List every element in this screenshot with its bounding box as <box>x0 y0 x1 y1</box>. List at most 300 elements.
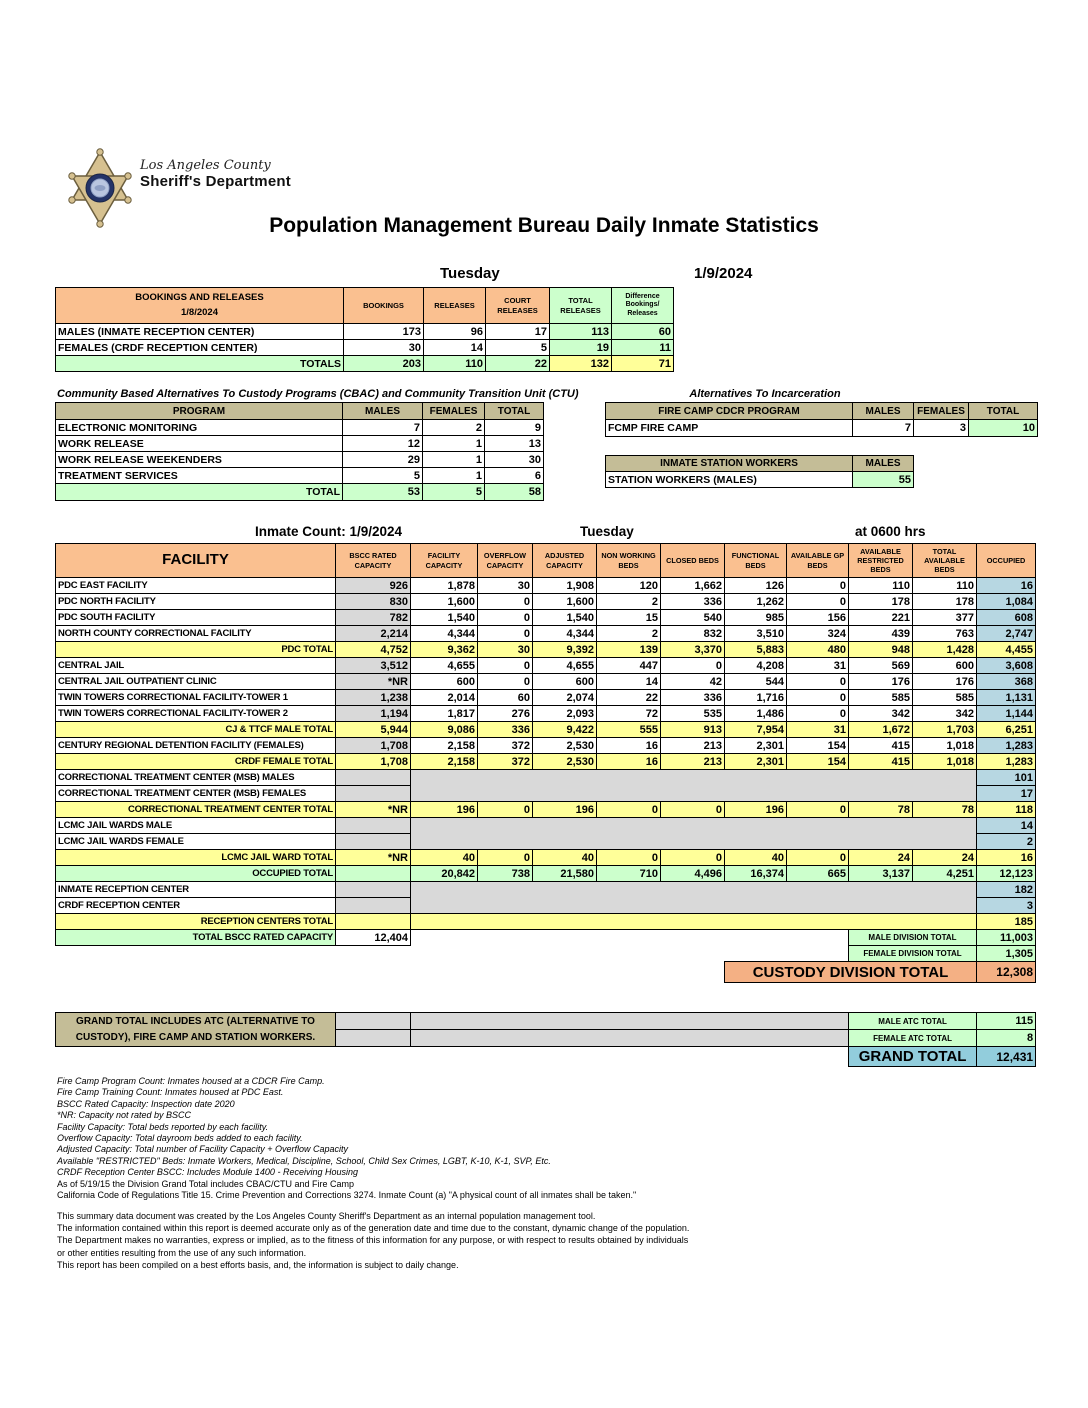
column-header: TOTAL RELEASES <box>550 288 612 324</box>
column-header: MALES <box>853 403 914 420</box>
facility-value: 154 <box>787 738 849 754</box>
occupied-total-value: 21,580 <box>533 866 597 882</box>
facility-value: 415 <box>849 738 913 754</box>
facility-total-value: 3,370 <box>661 642 725 658</box>
column-header: MALES <box>853 456 914 472</box>
cbac-value: 5 <box>343 468 423 484</box>
facility-value: 585 <box>849 690 913 706</box>
facility-value: 608 <box>977 610 1036 626</box>
bookings-total-value: 203 <box>344 356 424 372</box>
facility-total-value: 40 <box>533 850 597 866</box>
custody-division-total-value: 12,308 <box>977 962 1036 983</box>
facility-row <box>56 578 1036 594</box>
facility-total-label: LCMC JAIL WARD TOTAL <box>56 850 336 866</box>
bookings-value: 14 <box>424 340 486 356</box>
female-division-total-label: FEMALE DIVISION TOTAL <box>849 946 977 962</box>
cbac-header-row <box>56 403 544 420</box>
inmate-count-time: at 0600 hrs <box>855 524 926 539</box>
facility-value: 3,512 <box>336 658 411 674</box>
facility-value: 0 <box>787 594 849 610</box>
occupied-total-value: 12,123 <box>977 866 1036 882</box>
facility-value: 0 <box>478 610 533 626</box>
facility-total-value: 1,703 <box>913 722 977 738</box>
facility-total-value: 31 <box>787 722 849 738</box>
occupied-total-row <box>56 866 1036 882</box>
column-header: FACILITY <box>56 544 336 578</box>
facility-total-value: *NR <box>336 802 411 818</box>
facility-value: 342 <box>849 706 913 722</box>
facility-row <box>56 594 1036 610</box>
grand-total-row <box>56 1047 1036 1067</box>
facility-total-value: 40 <box>725 850 787 866</box>
column-header: AVAILABLE GP BEDS <box>787 544 849 578</box>
facility-value: 2,093 <box>533 706 597 722</box>
column-header: AVAILABLE RESTRICTED BEDS <box>849 544 913 578</box>
column-header: NON WORKING BEDS <box>597 544 661 578</box>
custody-division-total-label: CUSTODY DIVISION TOTAL <box>725 962 977 983</box>
station-header-row <box>606 456 914 472</box>
facility-total-value: 4,455 <box>977 642 1036 658</box>
disclaimer <box>57 1210 689 1271</box>
bookings-releases-table <box>55 287 674 372</box>
facility-value: 1,486 <box>725 706 787 722</box>
facility-value: 1,600 <box>533 594 597 610</box>
facility-total-value: 1,708 <box>336 754 411 770</box>
bookings-value: 173 <box>344 324 424 340</box>
fire-header-row <box>606 403 1038 420</box>
column-header: OCCUPIED <box>977 544 1036 578</box>
cbac-total-row <box>56 484 544 501</box>
cbac-row <box>56 452 544 468</box>
bookings-totals-row <box>56 356 674 372</box>
facility-total-value: 78 <box>849 802 913 818</box>
facility-value: 1,194 <box>336 706 411 722</box>
facility-occupied-value: 3 <box>977 898 1036 914</box>
station-workers-header: INMATE STATION WORKERS <box>606 456 853 472</box>
footnote-line: *NR: Capacity not rated by BSCC <box>57 1110 192 1121</box>
facility-total-value: 24 <box>913 850 977 866</box>
facility-value: 1,018 <box>913 738 977 754</box>
facility-value: 0 <box>478 594 533 610</box>
facility-total-value: 7,954 <box>725 722 787 738</box>
female-atc-total-label: FEMALE ATC TOTAL <box>849 1030 977 1047</box>
facility-label: TWIN TOWERS CORRECTIONAL FACILITY-TOWER 2 <box>56 706 336 722</box>
spacer-cell <box>56 1047 849 1067</box>
facility-total-value: 40 <box>411 850 478 866</box>
column-header: TOTAL AVAILABLE BEDS <box>913 544 977 578</box>
facility-total-value: 913 <box>661 722 725 738</box>
facility-total-row <box>56 850 1036 866</box>
occupied-total-value <box>336 866 411 882</box>
bscc-empty-cell <box>336 898 411 914</box>
bookings-header-row <box>56 288 674 324</box>
facility-value: 324 <box>787 626 849 642</box>
facility-total-value: 30 <box>478 642 533 658</box>
total-bscc-row <box>56 930 1036 946</box>
male-division-total-label: MALE DIVISION TOTAL <box>849 930 977 946</box>
facility-total-value: 0 <box>478 802 533 818</box>
cbac-total-value: 5 <box>423 484 485 501</box>
cbac-total-value: 58 <box>485 484 544 501</box>
fire-value: 10 <box>969 420 1038 437</box>
cbac-row <box>56 468 544 484</box>
spacer-cell <box>56 962 725 983</box>
cbac-value: 12 <box>343 436 423 452</box>
bookings-total-value: 71 <box>612 356 674 372</box>
facility-value: 1,540 <box>411 610 478 626</box>
facility-value: 4,344 <box>411 626 478 642</box>
occupied-total-value: 20,842 <box>411 866 478 882</box>
facility-total-label: PDC TOTAL <box>56 642 336 658</box>
fire-row <box>606 420 1038 437</box>
merged-empty-cell <box>411 818 977 850</box>
occupied-total-value: 3,137 <box>849 866 913 882</box>
facility-total-value: *NR <box>336 850 411 866</box>
facility-total-value: 1,428 <box>913 642 977 658</box>
cbac-total-label: TOTAL <box>56 484 343 501</box>
column-header: RELEASES <box>424 288 486 324</box>
facility-label: CENTRAL JAIL OUTPATIENT CLINIC <box>56 674 336 690</box>
spacer-cell <box>56 946 849 962</box>
facility-statistics-table <box>55 543 1036 983</box>
facility-value: 30 <box>478 578 533 594</box>
facility-total-value: 16 <box>977 850 1036 866</box>
facility-value: 1,262 <box>725 594 787 610</box>
agency-name-label: Sheriff's Department <box>140 173 291 190</box>
bookings-value: 5 <box>486 340 550 356</box>
bookings-row <box>56 340 674 356</box>
female-atc-total-value: 8 <box>977 1030 1036 1047</box>
facility-total-row <box>56 754 1036 770</box>
facility-value: 16 <box>597 738 661 754</box>
bookings-value: 17 <box>486 324 550 340</box>
merged-empty-cell <box>411 882 977 914</box>
facility-value: 4,655 <box>533 658 597 674</box>
facility-label: CENTRAL JAIL <box>56 658 336 674</box>
column-header: FUNCTIONAL BEDS <box>725 544 787 578</box>
grand-total-label: GRAND TOTAL <box>849 1047 977 1067</box>
facility-value: 377 <box>913 610 977 626</box>
spacer-gray-cell <box>336 1030 411 1047</box>
facility-value: 178 <box>913 594 977 610</box>
facility-row <box>56 658 1036 674</box>
facility-value: 176 <box>913 674 977 690</box>
cbac-value: 30 <box>485 452 544 468</box>
facility-span-row <box>56 770 1036 786</box>
ati-section-title: Alternatives To Incarceration <box>689 388 841 400</box>
facility-value: 4,344 <box>533 626 597 642</box>
inmate-count-day: Tuesday <box>580 524 634 539</box>
facility-total-value: 154 <box>787 754 849 770</box>
facility-value: 832 <box>661 626 725 642</box>
facility-value: 2 <box>597 594 661 610</box>
facility-occupied-value: 2 <box>977 834 1036 850</box>
facility-total-value: 480 <box>787 642 849 658</box>
bookings-value: 113 <box>550 324 612 340</box>
bscc-empty-cell <box>336 770 411 786</box>
reception-total-row <box>56 914 1036 930</box>
facility-total-value: 16 <box>597 754 661 770</box>
fire-camp-header: FIRE CAMP CDCR PROGRAM <box>606 403 853 420</box>
facility-occupied-value: 182 <box>977 882 1036 898</box>
disclaimer-line: This summary data document was created by the Los Angeles County Sheriff's Department as an internal population management tool. <box>57 1211 596 1221</box>
facility-value: 1,708 <box>336 738 411 754</box>
facility-value: 4,655 <box>411 658 478 674</box>
facility-value: 4,208 <box>725 658 787 674</box>
facility-total-value: 9,362 <box>411 642 478 658</box>
grand-total-value: 12,431 <box>977 1047 1036 1067</box>
facility-value: 42 <box>661 674 725 690</box>
facility-occupied-value: 17 <box>977 786 1036 802</box>
facility-total-value: 9,392 <box>533 642 597 658</box>
facility-value: 336 <box>661 690 725 706</box>
facility-value: 178 <box>849 594 913 610</box>
facility-row <box>56 626 1036 642</box>
column-header: FEMALES <box>914 403 969 420</box>
total-bscc-label: TOTAL BSCC RATED CAPACITY <box>56 930 336 946</box>
atc-male-row <box>56 1013 1036 1030</box>
cbac-value: 13 <box>485 436 544 452</box>
facility-value: 1,817 <box>411 706 478 722</box>
facility-span-row <box>56 882 1036 898</box>
facility-total-value: 118 <box>977 802 1036 818</box>
facility-total-label: CJ & TTCF MALE TOTAL <box>56 722 336 738</box>
bscc-empty-cell <box>336 914 411 930</box>
column-header: TOTAL <box>969 403 1038 420</box>
facility-total-value: 6,251 <box>977 722 1036 738</box>
facility-value: 0 <box>478 674 533 690</box>
occupied-total-value: 16,374 <box>725 866 787 882</box>
bscc-empty-cell <box>336 818 411 834</box>
cbac-value: 9 <box>485 420 544 436</box>
facility-value: 156 <box>787 610 849 626</box>
facility-value: 1,238 <box>336 690 411 706</box>
facility-value: 1,662 <box>661 578 725 594</box>
occupied-total-value: 710 <box>597 866 661 882</box>
column-header: OVERFLOW CAPACITY <box>478 544 533 578</box>
cbac-row <box>56 436 544 452</box>
facility-header-row <box>56 544 1036 578</box>
column-header: Difference Bookings/ Releases <box>612 288 674 324</box>
facility-value: 763 <box>913 626 977 642</box>
column-header: BSCC RATED CAPACITY <box>336 544 411 578</box>
facility-label: LCMC JAIL WARDS FEMALE <box>56 834 336 850</box>
facility-value: 1,908 <box>533 578 597 594</box>
atc-grand-total-table <box>55 1012 1036 1067</box>
footnote-line: Adjusted Capacity: Total number of Facility Capacity + Overflow Capacity <box>57 1144 349 1155</box>
facility-value: 782 <box>336 610 411 626</box>
bookings-row-label: MALES (INMATE RECEPTION CENTER) <box>56 324 344 340</box>
facility-total-value: 0 <box>478 850 533 866</box>
facility-value: 0 <box>478 658 533 674</box>
facility-value: 2 <box>597 626 661 642</box>
cbac-value: 1 <box>423 452 485 468</box>
footnote-line: Fire Camp Training Count: Inmates housed at PDC East. <box>57 1087 284 1098</box>
bookings-total-value: 110 <box>424 356 486 372</box>
facility-total-value: 9,422 <box>533 722 597 738</box>
facility-value: 985 <box>725 610 787 626</box>
facility-value: 540 <box>661 610 725 626</box>
facility-total-row <box>56 802 1036 818</box>
facility-total-value: 5,883 <box>725 642 787 658</box>
facility-value: 31 <box>787 658 849 674</box>
atc-note: GRAND TOTAL INCLUDES ATC (ALTERNATIVE TO CUSTODY), FIRE CAMP AND STATION WORKERS. <box>56 1013 336 1047</box>
facility-value: 600 <box>913 658 977 674</box>
facility-total-value: 24 <box>849 850 913 866</box>
facility-value: 22 <box>597 690 661 706</box>
facility-row <box>56 690 1036 706</box>
bookings-row <box>56 324 674 340</box>
bookings-value: 60 <box>612 324 674 340</box>
facility-value: 2,014 <box>411 690 478 706</box>
facility-label: PDC NORTH FACILITY <box>56 594 336 610</box>
facility-label: INMATE RECEPTION CENTER <box>56 882 336 898</box>
facility-value: 600 <box>411 674 478 690</box>
cbac-value: 7 <box>343 420 423 436</box>
facility-value: 15 <box>597 610 661 626</box>
facility-value: 60 <box>478 690 533 706</box>
column-header: MALES <box>343 403 423 420</box>
facility-value: 830 <box>336 594 411 610</box>
cbac-row <box>56 420 544 436</box>
facility-total-value: 0 <box>787 850 849 866</box>
bookings-row-label: FEMALES (CRDF RECEPTION CENTER) <box>56 340 344 356</box>
bscc-empty-cell <box>336 882 411 898</box>
cbac-value: 6 <box>485 468 544 484</box>
facility-total-value: 5,944 <box>336 722 411 738</box>
report-date: 1/9/2024 <box>694 265 753 282</box>
facility-value: 0 <box>787 706 849 722</box>
facility-total-label: CORRECTIONAL TREATMENT CENTER TOTAL <box>56 802 336 818</box>
facility-value: 110 <box>849 578 913 594</box>
footnote-line: Available "RESTRICTED" Beds: Inmate Workers, Medical, Discipline, School, Child Sex Crimes, LGBT, K-10, K-1, SVP, Etc. <box>57 1155 551 1166</box>
facility-occupied-value: 14 <box>977 818 1036 834</box>
facility-label: LCMC JAIL WARDS MALE <box>56 818 336 834</box>
facility-total-value: 0 <box>597 802 661 818</box>
facility-total-row <box>56 722 1036 738</box>
facility-value: 926 <box>336 578 411 594</box>
facility-label: CRDF RECEPTION CENTER <box>56 898 336 914</box>
facility-value: 439 <box>849 626 913 642</box>
facility-value: 600 <box>533 674 597 690</box>
facility-value: 0 <box>787 674 849 690</box>
station-row-label: STATION WORKERS (MALES) <box>606 472 853 488</box>
facility-total-value: 9,086 <box>411 722 478 738</box>
facility-total-value: 0 <box>661 802 725 818</box>
occupied-total-value: 4,496 <box>661 866 725 882</box>
inmate-count-label: Inmate Count: 1/9/2024 <box>255 524 403 539</box>
facility-value: 126 <box>725 578 787 594</box>
column-header: BOOKINGS <box>344 288 424 324</box>
disclaimer-line: or other entities resulting from the use of any such information. <box>57 1247 307 1258</box>
facility-label: PDC SOUTH FACILITY <box>56 610 336 626</box>
facility-value: 120 <box>597 578 661 594</box>
facility-total-value: 1,018 <box>913 754 977 770</box>
facility-row <box>56 610 1036 626</box>
facility-value: 535 <box>661 706 725 722</box>
cbac-row-label: WORK RELEASE <box>56 436 343 452</box>
merged-empty-cell <box>411 770 977 802</box>
facility-total-value: 1,283 <box>977 754 1036 770</box>
cbac-row-label: TREATMENT SERVICES <box>56 468 343 484</box>
facility-value: 276 <box>478 706 533 722</box>
cbac-section-title: Community Based Alternatives To Custody Programs (CBAC) and Community Transition Unit (CTU) <box>57 388 579 400</box>
facility-total-value: 213 <box>661 754 725 770</box>
facility-total-row <box>56 642 1036 658</box>
column-header: FEMALES <box>423 403 485 420</box>
facility-total-value: 139 <box>597 642 661 658</box>
facility-value: 3,608 <box>977 658 1036 674</box>
facility-span-row <box>56 818 1036 834</box>
facility-value: 585 <box>913 690 977 706</box>
disclaimer-line: The Department makes no warranties, express or implied, as to the fitness of this information for any purpose, or with respect to results obtained by individuals <box>57 1235 689 1246</box>
facility-value: 72 <box>597 706 661 722</box>
cbac-value: 1 <box>423 468 485 484</box>
cbac-value: 1 <box>423 436 485 452</box>
facility-value: 221 <box>849 610 913 626</box>
footnote-line: BSCC Rated Capacity: Inspection date 2020 <box>57 1098 235 1109</box>
facility-label: CORRECTIONAL TREATMENT CENTER (MSB) MALES <box>56 770 336 786</box>
facility-total-value: 415 <box>849 754 913 770</box>
female-division-total-value: 1,305 <box>977 946 1036 962</box>
facility-total-value: 196 <box>725 802 787 818</box>
facility-label: CENTURY REGIONAL DETENTION FACILITY (FEMALES) <box>56 738 336 754</box>
facility-value: 336 <box>661 594 725 610</box>
footnote-line: Facility Capacity: Total beds reported by each facility. <box>57 1121 269 1132</box>
facility-total-value: 196 <box>533 802 597 818</box>
occupied-total-value: 4,251 <box>913 866 977 882</box>
facility-row <box>56 674 1036 690</box>
facility-value: 2,301 <box>725 738 787 754</box>
total-bscc-value: 12,404 <box>336 930 411 946</box>
facility-value: *NR <box>336 674 411 690</box>
station-value: 55 <box>853 472 914 488</box>
occupied-total-value: 665 <box>787 866 849 882</box>
facility-total-value: 555 <box>597 722 661 738</box>
facility-value: 1,144 <box>977 706 1036 722</box>
facility-value: 544 <box>725 674 787 690</box>
footnote-line: Fire Camp Program Count: Inmates housed at a CDCR Fire Camp. <box>57 1076 325 1086</box>
footnotes <box>57 1076 636 1201</box>
facility-row <box>56 738 1036 754</box>
facility-value: 2,747 <box>977 626 1036 642</box>
facility-value: 1,084 <box>977 594 1036 610</box>
facility-value: 342 <box>913 706 977 722</box>
facility-total-value: 78 <box>913 802 977 818</box>
facility-total-value: 0 <box>787 802 849 818</box>
agency-county-label: Los Angeles County <box>140 158 271 173</box>
bookings-total-value: 132 <box>550 356 612 372</box>
female-division-row <box>56 946 1036 962</box>
facility-value: 372 <box>478 738 533 754</box>
facility-total-value: 196 <box>411 802 478 818</box>
fire-value: 7 <box>853 420 914 437</box>
facility-value: 2,158 <box>411 738 478 754</box>
station-workers-table <box>605 455 914 488</box>
facility-total-value: 948 <box>849 642 913 658</box>
facility-value: 2,214 <box>336 626 411 642</box>
column-header: FACILITY CAPACITY <box>411 544 478 578</box>
facility-value: 0 <box>787 578 849 594</box>
merged-empty-cell <box>411 914 977 930</box>
report-day: Tuesday <box>440 265 500 282</box>
facility-value: 176 <box>849 674 913 690</box>
male-atc-total-value: 115 <box>977 1013 1036 1030</box>
male-atc-total-label: MALE ATC TOTAL <box>849 1013 977 1030</box>
reception-total-label: RECEPTION CENTERS TOTAL <box>56 914 336 930</box>
facility-label: TWIN TOWERS CORRECTIONAL FACILITY-TOWER 1 <box>56 690 336 706</box>
facility-total-value: 2,530 <box>533 754 597 770</box>
